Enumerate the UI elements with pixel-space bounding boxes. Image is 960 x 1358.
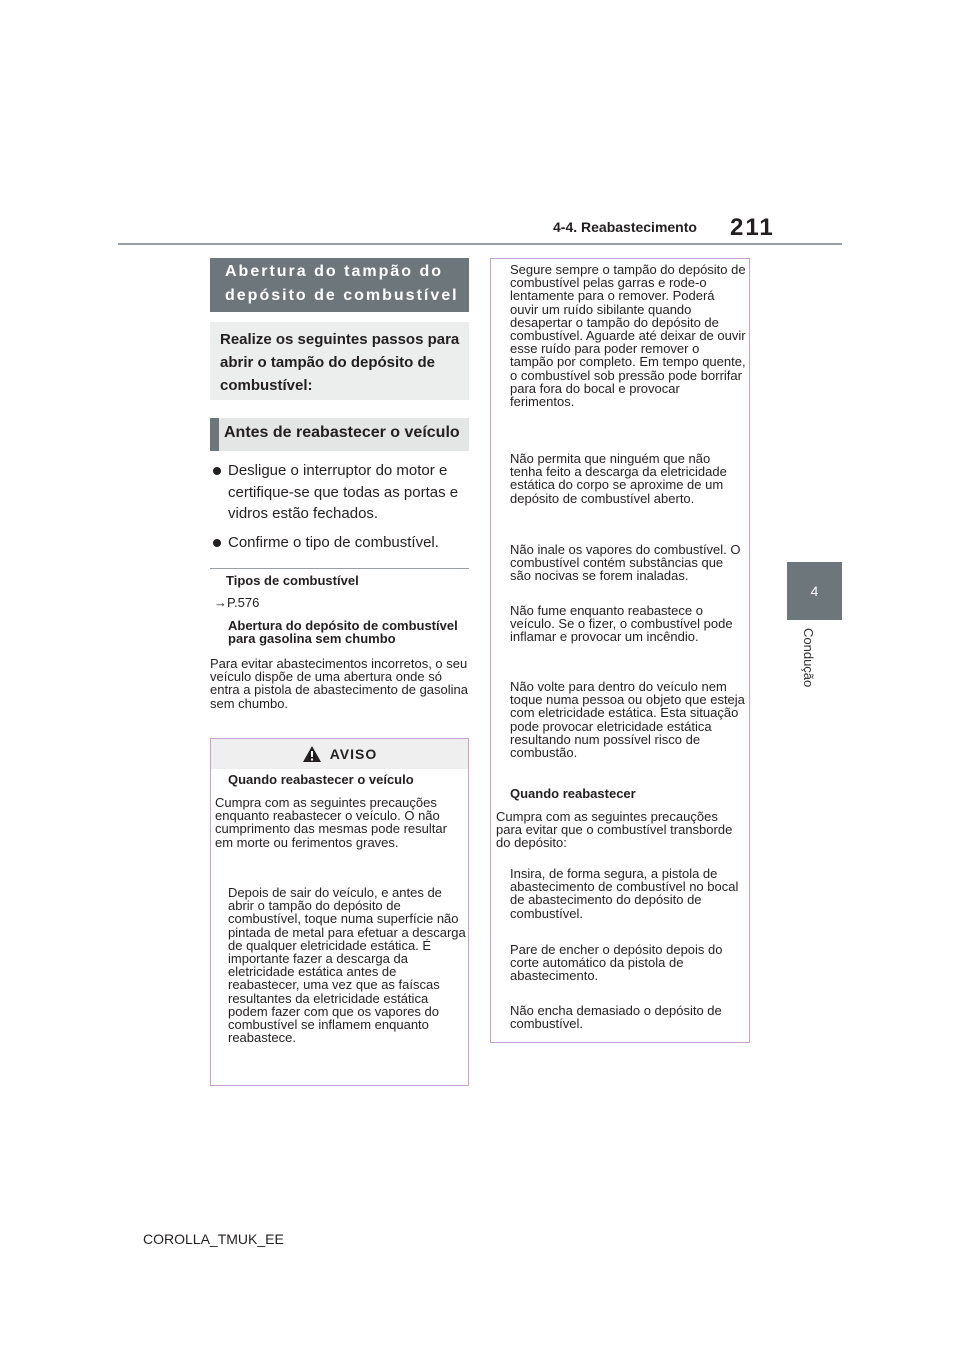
subheading: Antes de reabastecer o veículo: [210, 418, 469, 451]
intro-box: Realize os seguintes passos para abrir o tampão do depósito de combustível:: [210, 322, 469, 400]
divider: [210, 568, 469, 569]
bullet-icon: [213, 460, 228, 525]
opening-title: Abertura do depósito de combustível para gasolina sem chumbo: [228, 618, 458, 647]
warning-intro: Cumpra com as seguintes precauções enquanto reabastecer o veículo. O não cumprimento das mesmas pode resultar em morte ou ferimentos graves.: [215, 795, 447, 850]
bullet-icon: [213, 532, 228, 554]
warning-item: Não fume enquanto reabastece o veículo. Se o fizer, o combustível pode inflamar e provocar um incêndio.: [510, 603, 733, 645]
warning-item: Insira, de forma segura, a pistola de abastecimento de combustível no bocal de abastecimento do depósito de combustível.: [510, 866, 739, 921]
bullet-item: Desligue o interruptor do motor e certifique-se que todas as portas e vidros estão fechados.: [213, 460, 469, 525]
warning-subtitle: Quando reabastecer o veículo: [228, 772, 414, 787]
warning-header: [211, 739, 468, 769]
main-heading: Abertura do tampão do depósito de combustível: [210, 258, 469, 312]
section-title: 4-4. Reabastecimento: [553, 219, 697, 235]
chapter-label: Condução: [801, 628, 816, 688]
warning-title: AVISO: [329, 746, 378, 762]
chapter-tab: [787, 562, 842, 620]
footer-code: COROLLA_TMUK_EE: [143, 1231, 284, 1247]
warning-item: Não volte para dentro do veículo nem toque numa pessoa ou objeto que esteja com eletricidade estática. Esta situação pode provocar eletricidade estática resultando num possível risco de combustão.: [510, 679, 745, 761]
warning-item: Pare de encher o depósito depois do corte automático da pistola de abastecimento.: [510, 942, 723, 984]
warning-item: Não encha demasiado o depósito de combustível.: [510, 1003, 722, 1032]
warning-icon: [302, 745, 322, 763]
refuel-intro: Cumpra com as seguintes precauções para evitar que o combustível transborde do depósito:: [496, 809, 733, 851]
warning-item: Não inale os vapores do combustível. O combustível contém substâncias que são nocivas se forem inaladas.: [510, 542, 741, 584]
bullet-item: Confirme o tipo de combustível.: [213, 532, 469, 554]
chapter-number: 4: [810, 583, 819, 599]
opening-text: Para evitar abastecimentos incorretos, o seu veículo dispõe de uma abertura onde só entra a pistola de abastecimento de gasolina sem chumbo.: [210, 656, 469, 711]
page-number: 211: [730, 214, 775, 241]
fuel-types-link[interactable]: →P.576: [214, 595, 260, 610]
fuel-types-title: Tipos de combustível: [226, 573, 359, 588]
header-rule: [118, 243, 842, 245]
warning-item: Segure sempre o tampão do depósito de combustível pelas garras e rode-o lentamente para o remover. Poderá ouvir um ruído sibilante quando desapertar o tampão do depósito de combustível. Aguarde até deixar de ouvir esse ruído para poder remover o tampão por completo. Em tempo quente, o combustível sob pressão pode borrifar para fora do bocal e provocar ferimentos.: [510, 262, 746, 410]
warning-item: Não permita que ninguém que não tenha feito a descarga da eletricidade estática do corpo se aproxime de um depósito de combustível aberto.: [510, 451, 727, 506]
warning-item: Depois de sair do veículo, e antes de abrir o tampão do depósito de combustível, toque numa superfície não pintada de metal para efetuar a descarga de qualquer eletricidade estática. É importante fazer a descarga da eletricidade estática antes de reabastecer, uma vez que as faíscas resultantes da eletricidade estática podem fazer com que os vapores do combustível se inflamem enquanto reabastece.: [228, 885, 466, 1046]
bullet-list: [213, 460, 469, 560]
refuel-title: Quando reabastecer: [510, 786, 636, 801]
